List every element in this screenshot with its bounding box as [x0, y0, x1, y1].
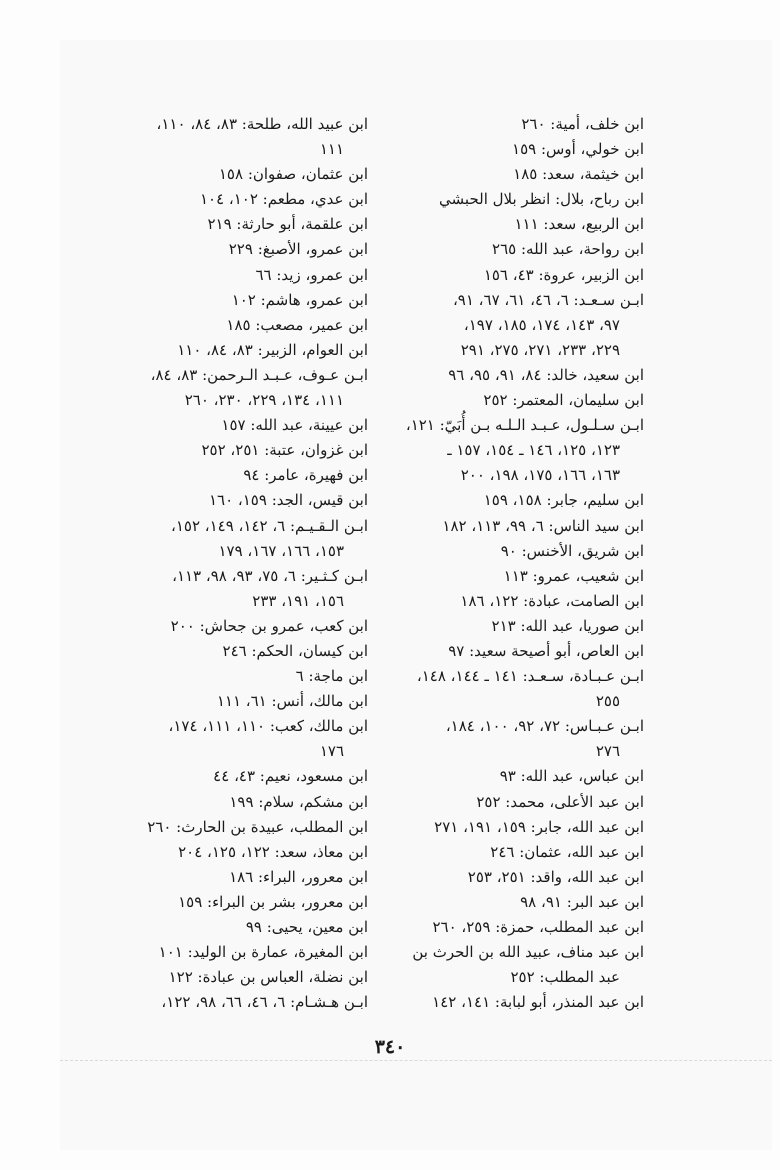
index-entry-continuation: ١٧٦ — [319, 742, 344, 761]
index-entry: ابن عبد البر: ٩١، ٩٨ — [520, 892, 644, 911]
index-entry: ابن ماجة: ٦ — [295, 667, 368, 686]
index-entry: ابن عبد الأعلى، محمد: ٢٥٢ — [476, 792, 644, 811]
index-entry: ابن صوريا، عبد الله: ٢١٣ — [491, 616, 644, 635]
index-entry: ابن شريق، الأخنس: ٩٠ — [500, 541, 644, 560]
index-entry: ابن غزوان، عتبة: ٢٥١، ٢٥٢ — [201, 441, 368, 460]
index-entry-continuation: ١٥٣، ١٦٦، ١٦٧، ١٧٩ — [218, 541, 344, 560]
index-entry: ابن عيينة، عبد الله: ١٥٧ — [221, 416, 368, 435]
index-entry: ابن معاذ، سعد: ١٢٢، ١٢٥، ٢٠٤ — [178, 842, 368, 861]
index-entry: ابن رواحة، عبد الله: ٢٦٥ — [492, 240, 644, 259]
index-entry: ابن عبد مناف، عبيد الله بن الحرث بن — [412, 943, 644, 962]
index-entry-continuation: ٢٢٩، ٢٣٣، ٢٧١، ٢٧٥، ٢٩١ — [460, 340, 620, 359]
index-entry: ابن قيس، الجد: ١٥٩، ١٦٠ — [208, 491, 368, 510]
index-entry: ابـن كـثـير: ٦، ٧٥، ٩٣، ٩٨، ١١٣، — [172, 566, 368, 585]
index-entry: ابن فهيرة، عامر: ٩٤ — [243, 466, 368, 485]
index-entry: ابن علقمة، أبو حارثة: ٢١٩ — [207, 215, 368, 234]
index-entry: ابن سليم، جابر: ١٥٨، ١٥٩ — [483, 491, 644, 510]
index-entry: ابن عبد الله، عثمان: ٢٤٦ — [490, 842, 644, 861]
index-entry-continuation: ٢٧٦ — [595, 742, 620, 761]
index-entry-continuation: ١١١ — [319, 140, 344, 159]
index-entry: ابن نضلة، العباس بن عبادة: ١٢٢ — [168, 968, 368, 987]
index-entry: ابن عمرو، زيد: ٦٦ — [255, 265, 368, 284]
index-entry: ابن مالك، أنس: ٦١، ١١١ — [216, 692, 368, 711]
index-entry: ابـن عـبـاس: ٧٢، ٩٢، ١٠٠، ١٨٤، — [445, 717, 644, 736]
index-entry: ابن الربيع، سعد: ١١١ — [514, 215, 644, 234]
index-entry: ابن المغيرة، عمارة بن الوليد: ١٠١ — [158, 943, 368, 962]
index-entry: ابـن سـعـد: ٦، ٤٦، ٦١، ٦٧، ٩١، — [452, 290, 644, 309]
index-entry: ابن عدي، مطعم: ١٠٢، ١٠٤ — [199, 190, 368, 209]
index-column-left — [132, 112, 368, 1015]
index-column-right — [405, 112, 644, 1015]
index-entry: ابن معرور، بشر بن البراء: ١٥٩ — [178, 892, 368, 911]
index-entry-continuation: عبد المطلب: ٢٥٢ — [510, 968, 620, 987]
index-entry: ابن كعب، عمرو بن جحاش: ٢٠٠ — [170, 616, 368, 635]
index-entry: ابن كيسان، الحكم: ٢٤٦ — [222, 641, 368, 660]
index-entry: ابن العاص، أبو أصيحة سعيد: ٩٧ — [448, 641, 644, 660]
index-entry: ابـن عـوف، عـبـد الـرحمن: ٨٣، ٨٤، — [150, 365, 368, 384]
index-entry: ابـن الـقـيـم: ٦، ١٤٢، ١٤٩، ١٥٢، — [170, 516, 368, 535]
index-entry: ابن الصامت، عبادة: ١٢٢، ١٨٦ — [460, 591, 644, 610]
index-entry: ابن عبد الله، جابر: ١٥٩، ١٩١، ٢٧١ — [434, 817, 644, 836]
index-entry: ابن عباس، عبد الله: ٩٣ — [499, 767, 644, 786]
index-entry: ابن خلف، أمية: ٢٦٠ — [521, 115, 644, 133]
index-entry: ابـن سـلـول، عـبـد الـلـه بـن أُبَيّ: ١٢١، — [405, 416, 644, 435]
index-entry: ابن خيثمة، سعد: ١٨٥ — [513, 165, 644, 184]
index-entry: ابن عبد المطلب، حمزة: ٢٥٩، ٢٦٠ — [432, 918, 644, 936]
index-entry: ابن المطلب، عبيدة بن الحارث: ٢٦٠ — [147, 817, 368, 836]
index-entry: ابن عبيد الله، طلحة: ٨٣، ٨٤، ١١٠، — [156, 115, 368, 133]
index-entry: ابن عبد الله، واقد: ٢٥١، ٢٥٣ — [467, 867, 644, 886]
index-entry-continuation: ١٥٦، ١٩١، ٢٣٣ — [252, 591, 344, 610]
index-entry: ابن معين، يحيى: ٩٩ — [245, 918, 368, 936]
index-entry: ابن سيد الناس: ٦، ٩٩، ١١٣، ١٨٢ — [442, 516, 644, 535]
index-entry: ابن الزبير، عروة: ٤٣، ١٥٦ — [483, 265, 644, 284]
index-entry: ابن معرور، البراء: ١٨٦ — [229, 867, 368, 886]
index-entry: ابن عمرو، هاشم: ١٠٢ — [231, 290, 368, 309]
index-entry-continuation: ١٦٣، ١٦٦، ١٧٥، ١٩٨، ٢٠٠ — [460, 466, 620, 485]
index-entry: ابن مشكم، سلام: ١٩٩ — [229, 792, 368, 811]
index-entry: ابن سعيد، خالد: ٨٤، ٩١، ٩٥، ٩٦ — [448, 365, 644, 384]
index-entry: ابن عمرو، الأصبغ: ٢٢٩ — [228, 240, 368, 259]
index-entry: ابن مسعود، نعيم: ٤٣، ٤٤ — [213, 767, 368, 786]
index-entry: ابن عبد المنذر، أبو لبابة: ١٤١، ١٤٢ — [432, 993, 644, 1012]
index-entry-continuation: ١٢٣، ١٢٥، ١٤٦ ـ ١٥٤، ١٥٧ ـ — [447, 441, 620, 460]
index-entry-continuation: ٢٥٥ — [595, 692, 620, 711]
index-entry: ابن عمير، مصعب: ١٨٥ — [226, 315, 368, 334]
index-entry: ابن سليمان، المعتمر: ٢٥٢ — [483, 391, 644, 410]
index-entry-continuation: ٩٧، ١٤٣، ١٧٤، ١٨٥، ١٩٧، — [463, 315, 620, 334]
index-entry: ابن رباح، بلال: انظر بلال الحبشي — [439, 190, 644, 209]
footer-divider — [60, 1060, 772, 1061]
index-entry: ابن مالك، كعب: ١١٠، ١١١، ١٧٤، — [168, 717, 368, 736]
page-number: ٣٤٠ — [374, 1036, 406, 1058]
index-entry: ابن عثمان، صفوان: ١٥٨ — [218, 165, 368, 184]
index-entry: ابن خولي، أوس: ١٥٩ — [512, 140, 644, 159]
index-entry: ابـن هـشـام: ٦، ٤٦، ٦٦، ٩٨، ١٢٢، — [161, 993, 368, 1012]
index-entry: ابن شعيب، عمرو: ١١٣ — [503, 566, 644, 585]
index-entry-continuation: ١١١، ١٣٤، ٢٢٩، ٢٣٠، ٢٦٠ — [184, 391, 344, 410]
index-entry: ابن العوام، الزبير: ٨٣، ٨٤، ١١٠ — [177, 340, 368, 359]
index-entry: ابـن عـبـادة، سـعـد: ١٤١ ـ ١٤٤، ١٤٨، — [416, 667, 644, 686]
